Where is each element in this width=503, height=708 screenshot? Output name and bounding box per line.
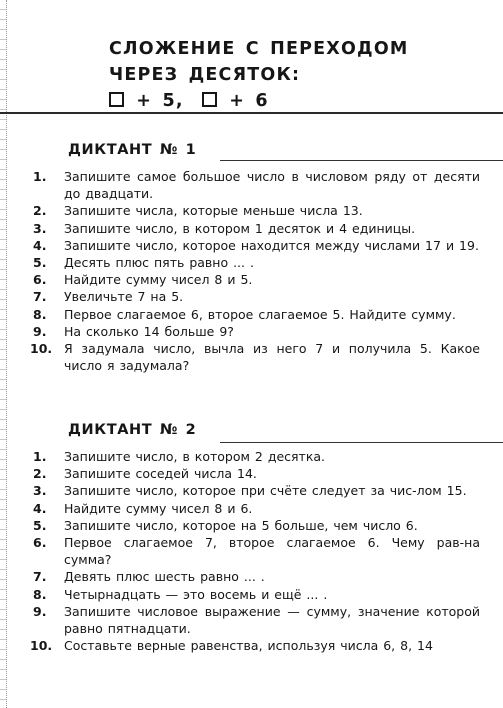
item-text: Запишите соседей числа 14. (64, 466, 257, 482)
item-text: Запишите число, в котором 1 десяток и 4 единицы. (64, 220, 416, 236)
item-text: Девять плюс шесть равно ... . (64, 569, 265, 585)
item-number: 7. (33, 289, 47, 305)
title-divider (0, 112, 503, 114)
dictation-2-list (0, 448, 480, 654)
page-title (109, 36, 439, 114)
list-item (0, 202, 480, 219)
item-number: 5. (33, 517, 47, 533)
item-number: 3. (33, 483, 47, 499)
item-number: 8. (33, 306, 47, 322)
dictation-1-heading: ДИКТАНТ № 1 (68, 142, 197, 158)
item-text: На сколько 14 больше 9? (64, 323, 234, 339)
list-item (0, 603, 480, 637)
list-item (0, 586, 480, 603)
list-item (0, 465, 480, 482)
item-number: 5. (33, 255, 47, 271)
item-text: Запишите число, которое на 5 больше, чем число 6. (64, 517, 418, 533)
item-text: Первое слагаемое 7, второе слагаемое 6. Чему рав-на сумма? (64, 535, 480, 568)
item-number: 2. (33, 466, 47, 482)
list-item (0, 306, 480, 323)
list-item (0, 637, 480, 654)
item-text: Запишите число, которое находится между числами 17 и 19. (64, 237, 479, 253)
item-number: 1. (33, 449, 47, 464)
item-number: 6. (33, 272, 47, 288)
item-number: 2. (33, 203, 47, 219)
item-text: Четырнадцать — это восемь и ещё ... . (64, 586, 328, 602)
item-text: Составьте верные равенства, используя числа 6, 8, 14 (64, 638, 433, 654)
list-item (0, 254, 480, 271)
item-number: 10. (30, 638, 53, 654)
title-plus-five: + 5, (136, 91, 184, 111)
item-text: Найдите сумму чисел 8 и 5. (64, 272, 253, 288)
dictation-1-rule (220, 160, 503, 161)
item-text: Увеличьте 7 на 5. (64, 289, 184, 305)
item-number: 9. (33, 603, 47, 619)
title-line-3 (109, 88, 439, 114)
item-number: 1. (33, 169, 47, 184)
item-text: Запишите число, которое при счёте следует за чис-лом 15. (64, 483, 467, 499)
item-text: Я задумала число, вычла из него 7 и получила 5. Какое число я задумала? (64, 341, 480, 374)
list-item (0, 323, 480, 340)
dictation-2-rule (220, 442, 503, 443)
dictation-1-list (0, 168, 480, 374)
list-item (0, 568, 480, 585)
list-item (0, 288, 480, 305)
item-number: 8. (33, 586, 47, 602)
empty-box-icon (109, 92, 124, 107)
item-number: 4. (33, 237, 47, 253)
item-text: Запишите числовое выражение — сумму, значение которой равно пятнадцати. (64, 603, 480, 637)
list-item (0, 237, 480, 254)
list-item (0, 271, 480, 288)
dictation-2-heading: ДИКТАНТ № 2 (68, 422, 197, 438)
item-number: 10. (30, 341, 53, 357)
list-item (0, 220, 480, 237)
item-text: Первое слагаемое 6, второе слагаемое 5. Найдите сумму. (64, 306, 456, 322)
title-line-1: СЛОЖЕНИЕ С ПЕРЕХОДОМ (109, 39, 409, 59)
list-item (0, 448, 480, 465)
item-text: Десять плюс пять равно ... . (64, 255, 254, 271)
list-item (0, 500, 480, 517)
list-item (0, 340, 480, 374)
list-item (0, 534, 480, 568)
item-number: 9. (33, 323, 47, 339)
item-number: 7. (33, 569, 47, 585)
empty-box-icon (202, 92, 217, 107)
item-number: 3. (33, 220, 47, 236)
item-number: 4. (33, 500, 47, 516)
item-text: Запишите число, в котором 2 десятка. (64, 449, 326, 464)
title-plus-six: + 6 (229, 91, 269, 111)
item-text: Запишите самое большое число в числовом ряду от десяти до двадцати. (64, 169, 480, 202)
item-number: 6. (33, 535, 47, 551)
title-line-2: ЧЕРЕЗ ДЕСЯТОК: (109, 65, 301, 85)
list-item (0, 168, 480, 202)
list-item (0, 517, 480, 534)
list-item (0, 482, 480, 499)
item-text: Запишите числа, которые меньше числа 13. (64, 203, 363, 219)
item-text: Найдите сумму чисел 8 и 6. (64, 500, 253, 516)
